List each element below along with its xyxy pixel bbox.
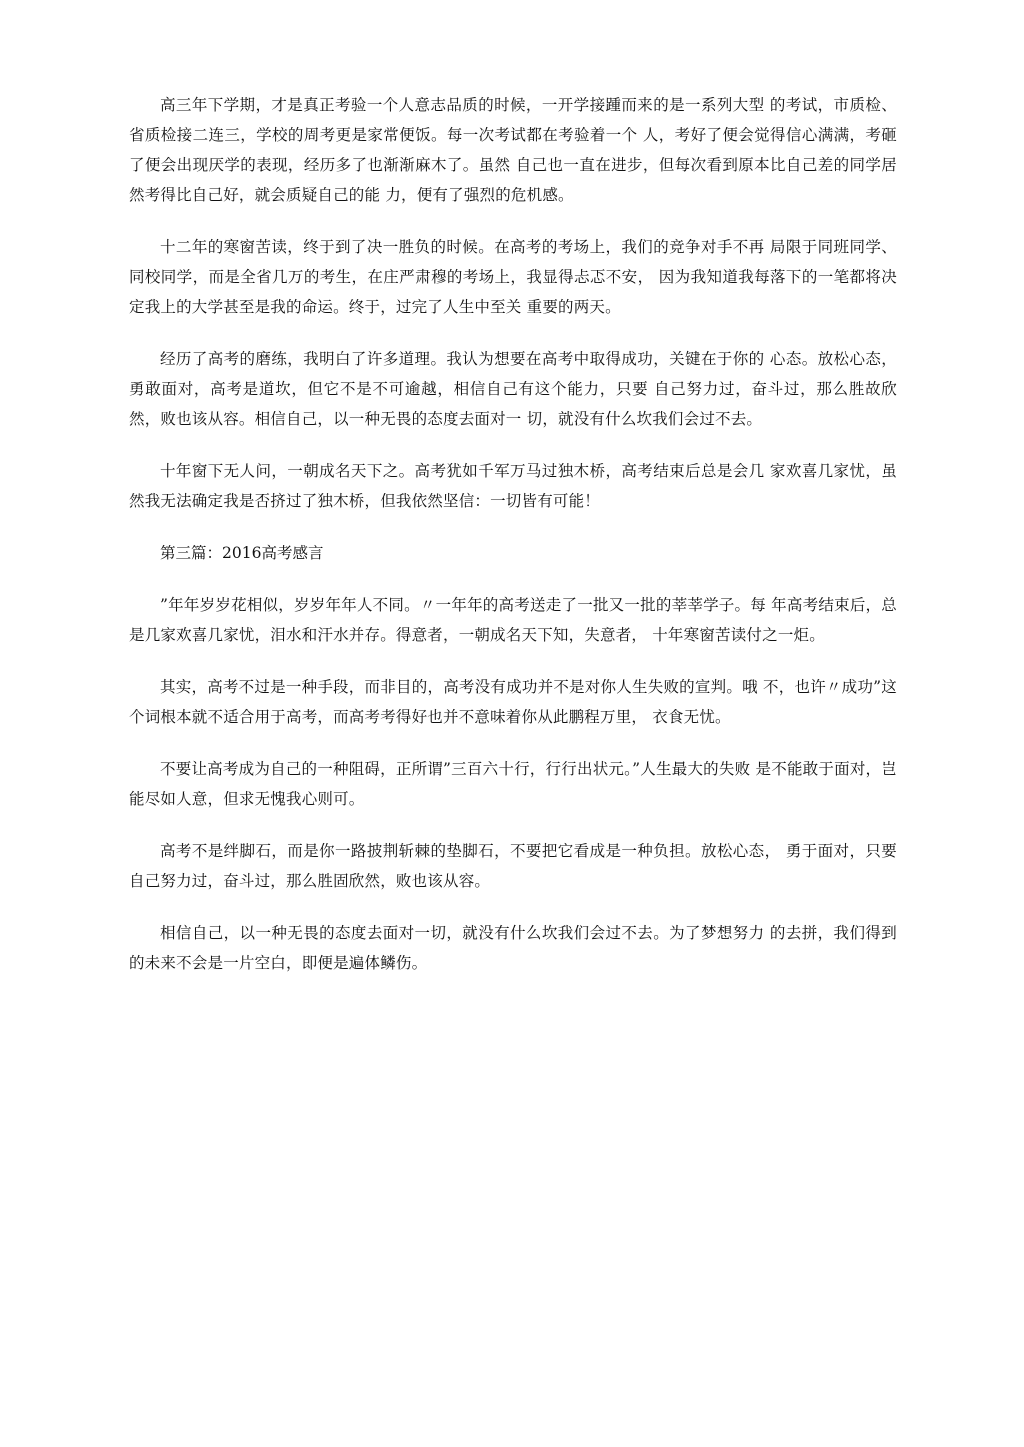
section-heading: 第三篇：2016高考感言 [160, 544, 324, 562]
paragraph: 十年窗下无人问，一朝成名天下之。高考犹如千军万马过独木桥，高考结束后总是会几 家欢喜几家忧，虽然我无法确定我是否挤过了独木桥，但我依然坚信：一切皆有可能！ [129, 462, 897, 510]
paragraph: 高考不是绊脚石，而是你一路披荆斩棘的垫脚石，不要把它看成是一种负担。放松心态， 勇于面对，只要自己努力过，奋斗过，那么胜固欣然，败也该从容。 [129, 842, 897, 890]
paragraph: 十二年的寒窗苦读，终于到了决一胜负的时候。在高考的考场上，我们的竞争对手不再 局限于同班同学、同校同学，而是全省几万的考生，在庄严肃穆的考场上，我显得忐忑不安， 因为我知道我每落下的一笔都将决定我上的大学甚至是我的命运。终于，过完了人生中至关 重要的两天。 [129, 238, 897, 316]
paragraph: ”年年岁岁花相似，岁岁年年人不同。〃一年年的高考送走了一批又一批的莘莘学子。每 年高考结束后，总是几家欢喜几家忧，泪水和汗水并存。得意者，一朝成名天下知，失意者， 十年寒窗苦读付之一炬。 [129, 596, 897, 644]
paragraph: 不要让高考成为自己的一种阻碍，正所谓”三百六十行，行行出状元。”人生最大的失败 是不能敢于面对，岂能尽如人意，但求无愧我心则可。 [129, 760, 897, 808]
paragraph: 相信自己，以一种无畏的态度去面对一切，就没有什么坎我们会过不去。为了梦想努力 的去拼，我们得到的未来不会是一片空白，即便是遍体鳞伤。 [129, 924, 897, 972]
paragraph: 经历了高考的磨练，我明白了许多道理。我认为想要在高考中取得成功，关键在于你的 心态。放松心态，勇敢面对，高考是道坎，但它不是不可逾越，相信自己有这个能力，只要 自己努力过，奋斗过，那么胜故欣然，败也该从容。相信自己，以一种无畏的态度去面对一 切，就没有什么坎我们会过不去。 [129, 350, 897, 428]
document-body [129, 90, 897, 1000]
paragraph: 其实，高考不过是一种手段，而非目的，高考没有成功并不是对你人生失败的宣判。哦 不，也许〃成功”这个词根本就不适合用于高考，而高考考得好也并不意味着你从此鹏程万里， 衣食无忧。 [129, 678, 897, 726]
paragraph: 高三年下学期，才是真正考验一个人意志品质的时候，一开学接踵而来的是一系列大型 的考试，市质检、省质检接二连三，学校的周考更是家常便饭。每一次考试都在考验着一个 人，考好了便会觉得信心满满，考砸了便会出现厌学的表现，经历多了也渐渐麻木了。虽然 自己也一直在进步，但每次看到原本比自己差的同学居然考得比自己好，就会质疑自己的能 力，便有了强烈的危机感。 [129, 96, 897, 204]
